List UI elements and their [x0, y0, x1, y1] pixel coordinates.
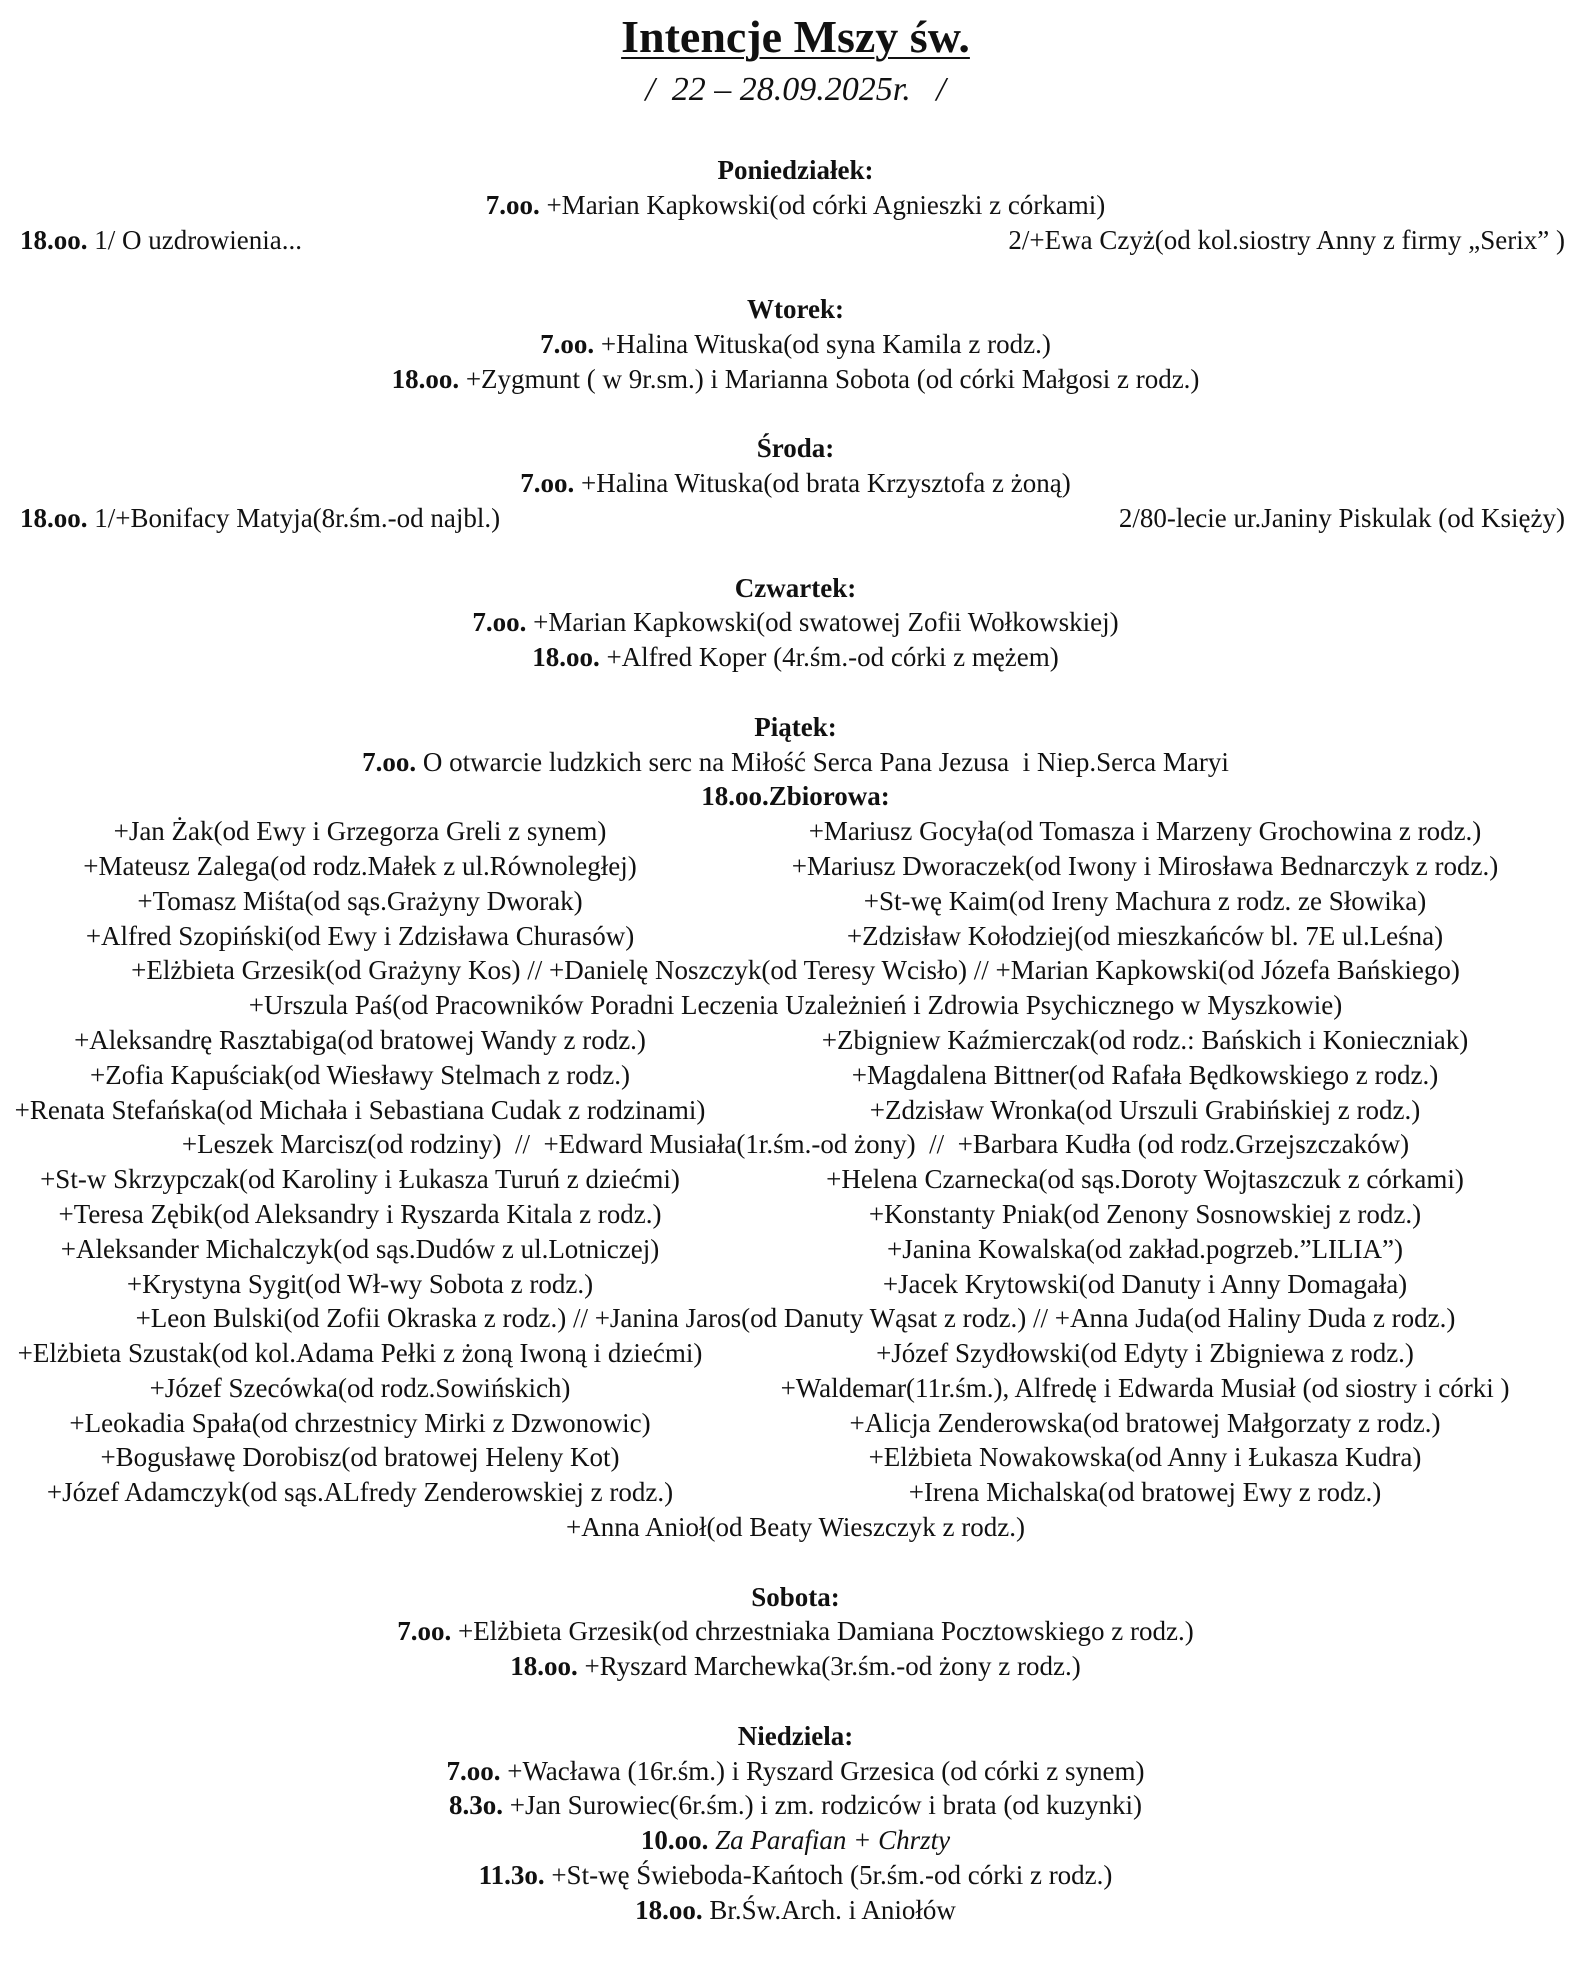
mass-time: 7.oo. — [520, 468, 575, 499]
intention-left — [0, 1023, 720, 1058]
intention-line — [0, 1754, 1591, 1789]
day-block-0 — [0, 153, 1591, 292]
day-heading: Wtorek: — [747, 294, 844, 325]
intention-line — [0, 1614, 1591, 1649]
page-title: Intencje Mszy św. — [621, 11, 970, 62]
date-range: / 22 – 28.09.2025r. / — [645, 71, 946, 108]
intention-line — [0, 1649, 1591, 1684]
blank-spacer — [0, 1684, 1591, 1719]
intention-left — [0, 884, 720, 919]
intention-text: +Teresa Zębik(od Aleksandry i Ryszarda Kitala z rodz.) — [58, 1198, 662, 1229]
intention-pair — [0, 1162, 1591, 1197]
intention-left — [0, 1162, 720, 1197]
intention-left — [0, 501, 720, 536]
mass-time: 7.oo. — [362, 746, 417, 777]
intention-text: +Alfred Szopiński(od Ewy i Zdzisława Churasów) — [85, 920, 635, 951]
day-block-5 — [0, 1580, 1591, 1719]
intention-right — [720, 1267, 1570, 1302]
day-block-4 — [0, 710, 1591, 1580]
intention-text: +Józef Adamczyk(od sąs.ALfredy Zenderowskiej z rodz.) — [46, 1477, 674, 1508]
day-block-3 — [0, 571, 1591, 710]
intention-text: +Mateusz Zalega(od rodz.Małek z ul.Równoległej) — [83, 850, 637, 881]
blank-spacer — [0, 257, 1591, 292]
intention-text: +Jan Żak(od Ewy i Grzegorza Greli z synem) — [113, 816, 607, 847]
intention-pair — [0, 1093, 1591, 1128]
intention-text: 1/ O uzdrowienia... — [87, 224, 302, 255]
day-heading: Środa: — [756, 433, 835, 464]
intention-text: +Marian Kapkowski(od córki Agnieszki z córkami) — [539, 189, 1106, 220]
intention-pair — [0, 1475, 1591, 1510]
intention-text: +St-wę Kaim(od Ireny Machura z rodz. ze Słowika) — [863, 885, 1427, 916]
intention-right — [720, 1440, 1570, 1475]
intention-text: +Elżbieta Nowakowska(od Anny i Łukasza Kudra) — [868, 1442, 1422, 1473]
intention-pair — [0, 1336, 1591, 1371]
intention-right — [720, 919, 1570, 954]
intention-text: +Halina Wituska(od brata Krzysztofa z żoną) — [574, 468, 1071, 499]
intention-right — [720, 1336, 1570, 1371]
intention-text: Br.Św.Arch. i Aniołów — [702, 1894, 956, 1925]
intention-text: +Aleksander Michalczyk(od sąs.Dudów z ul.Lotniczej) — [60, 1233, 660, 1264]
intention-pair — [0, 814, 1591, 849]
intention-text: +Bogusławę Dorobisz(od bratowej Heleny Kot) — [100, 1442, 620, 1473]
intention-line — [0, 1510, 1591, 1545]
intention-pair — [0, 1440, 1591, 1475]
mass-time: 11.3o. — [478, 1860, 545, 1891]
intention-pair — [0, 1232, 1591, 1267]
intention-right — [720, 1023, 1570, 1058]
intention-line — [0, 953, 1591, 988]
intention-text: +Leszek Marcisz(od rodziny) // +Edward Musiała(1r.śm.-od żony) // +Barbara Kudła (od rodz.Grzejszczaków) — [181, 1129, 1410, 1160]
intention-text: +Waldemar(11r.śm.), Alfredę i Edwarda Musiał (od siostry i córki ) — [780, 1372, 1510, 1403]
intention-text: +Leokadia Spała(od chrzestnicy Mirki z Dzwonowic) — [69, 1407, 651, 1438]
intention-line — [0, 1788, 1591, 1823]
intention-pair — [0, 1267, 1591, 1302]
intention-left — [0, 1093, 720, 1128]
intention-line — [0, 188, 1591, 223]
intention-text: +Jan Surowiec(6r.śm.) i zm. rodziców i brata (od kuzynki) — [502, 1790, 1143, 1821]
intention-right — [720, 814, 1570, 849]
intention-text: +Zygmunt ( w 9r.sm.) i Marianna Sobota (od córki Małgosi z rodz.) — [459, 363, 1200, 394]
mass-time: 8.3o. — [448, 1790, 503, 1821]
intention-text: +Leon Bulski(od Zofii Okraska z rodz.) // +Janina Jaros(od Danuty Wąsat z rodz.) // +Anna Juda(od Haliny Duda z rodz.) — [135, 1303, 1456, 1334]
intention-pair — [0, 919, 1591, 954]
mass-time: 18.oo. — [635, 1894, 703, 1925]
intention-right — [720, 1232, 1570, 1267]
intention-text: 2/80-lecie ur.Janiny Piskulak (od Księży) — [1118, 502, 1565, 533]
intention-text: +Elżbieta Szustak(od kol.Adama Pełki z żoną Iwoną i dziećmi) — [17, 1338, 703, 1369]
day-block-2 — [0, 431, 1591, 570]
intention-left — [0, 1440, 720, 1475]
mass-time: 7.oo. — [446, 1755, 501, 1786]
intention-text: +Jacek Krytowski(od Danuty i Anny Domagała) — [882, 1268, 1408, 1299]
intention-pair — [0, 884, 1591, 919]
mass-time: 18.oo. — [532, 642, 600, 673]
intention-left — [0, 1197, 720, 1232]
intention-text: +Mariusz Gocyła(od Tomasza i Marzeny Grochowina z rodz.) — [808, 816, 1482, 847]
intention-right — [720, 1406, 1570, 1441]
intention-right — [720, 1371, 1570, 1406]
intention-text: O otwarcie ludzkich serc na Miłość Serca Pana Jezusa i Niep.Serca Maryi — [416, 746, 1229, 777]
blank-spacer — [0, 675, 1591, 710]
intention-text: +Mariusz Dworaczek(od Iwony i Mirosława Bednarczyk z rodz.) — [791, 850, 1499, 881]
mass-time: 18.oo. — [20, 502, 88, 533]
mass-time: 7.oo. — [485, 189, 540, 220]
intention-pair — [0, 849, 1591, 884]
intention-left — [0, 1058, 720, 1093]
intention-text: +Urszula Paś(od Pracowników Poradni Leczenia Uzależnień i Zdrowia Psychicznego w Myszkowie) — [248, 990, 1343, 1021]
intention-line — [0, 1823, 1591, 1858]
intention-text: 2/+Ewa Czyż(od kol.siostry Anny z firmy „Serix” ) — [1008, 224, 1565, 255]
intention-right — [720, 1197, 1570, 1232]
intention-text: +Irena Michalska(od bratowej Ewy z rodz.) — [908, 1477, 1382, 1508]
intention-text: +Elżbieta Grzesik(od Grażyny Kos) // +Danielę Noszczyk(od Teresy Wcisło) // +Marian Kapkowski(od Józefa Bańskiego) — [131, 955, 1460, 986]
day-heading: Niedziela: — [737, 1720, 854, 1751]
intention-line — [0, 745, 1591, 780]
intention-right — [720, 884, 1570, 919]
intention-text: +Konstanty Pniak(od Zenony Sosnowskiej z rodz.) — [868, 1198, 1422, 1229]
day-heading: Poniedziałek: — [717, 155, 874, 185]
intention-text: +Zdzisław Kołodziej(od mieszkańców bl. 7E ul.Leśna) — [846, 920, 1444, 951]
intention-text: +Aleksandrę Rasztabiga(od bratowej Wandy z rodz.) — [74, 1024, 646, 1055]
intention-pair — [0, 1406, 1591, 1441]
intention-pair — [0, 1058, 1591, 1093]
intention-left — [0, 919, 720, 954]
intention-line — [0, 605, 1591, 640]
intention-line — [0, 1127, 1591, 1162]
intention-left — [0, 1232, 720, 1267]
intention-line — [0, 1301, 1591, 1336]
intention-text: +Zofia Kapuściak(od Wiesławy Stelmach z rodz.) — [90, 1059, 630, 1090]
intention-text: +Helena Czarnecka(od sąs.Doroty Wojtaszczuk z córkami) — [826, 1164, 1464, 1195]
mass-time: 10.oo. — [640, 1825, 709, 1856]
intention-text: +Ryszard Marchewka(3r.śm.-od żony z rodz.) — [577, 1651, 1081, 1682]
intention-left — [0, 1475, 720, 1510]
intention-text: +Magdalena Bittner(od Rafała Będkowskiego z rodz.) — [851, 1059, 1439, 1090]
intention-left — [0, 1371, 720, 1406]
intention-pair — [0, 501, 1591, 536]
blank-spacer — [0, 536, 1591, 571]
mass-time: 18.oo.Zbiorowa: — [701, 781, 890, 812]
mass-time: 7.oo. — [472, 607, 527, 638]
intention-right — [720, 1162, 1570, 1197]
intention-right — [720, 223, 1591, 258]
mass-time: 7.oo. — [540, 328, 595, 359]
intention-left — [0, 223, 720, 258]
intention-right — [720, 1058, 1570, 1093]
intention-text: +Marian Kapkowski(od swatowej Zofii Wołkowskiej) — [526, 607, 1119, 638]
day-heading: Piątek: — [754, 711, 837, 742]
intention-line — [0, 362, 1591, 397]
intention-text: +Janina Kowalska(od zakład.pogrzeb.”LILIA”) — [886, 1233, 1403, 1264]
intention-text: +Alfred Koper (4r.śm.-od córki z mężem) — [599, 642, 1059, 673]
day-block-1 — [0, 292, 1591, 431]
intention-text: +Alicja Zenderowska(od bratowej Małgorzaty z rodz.) — [849, 1407, 1441, 1438]
intention-text: +Tomasz Miśta(od sąs.Grażyny Dworak) — [137, 885, 583, 916]
intention-right — [720, 849, 1570, 884]
intention-text: +Krystyna Sygit(od Wł-wy Sobota z rodz.) — [126, 1268, 594, 1299]
intention-text: +Józef Szydłowski(od Edyty i Zbigniewa z rodz.) — [876, 1338, 1414, 1369]
intention-pair — [0, 1023, 1591, 1058]
intention-text: +Renata Stefańska(od Michała i Sebastiana Cudak z rodzinami) — [14, 1094, 706, 1125]
intention-text: +St-w Skrzypczak(od Karoliny i Łukasza Turuń z dziećmi) — [40, 1164, 680, 1195]
intentions-list — [0, 153, 1591, 1962]
intention-line — [0, 466, 1591, 501]
intention-text: +Elżbieta Grzesik(od chrzestniaka Damiana Pocztowskiego z rodz.) — [451, 1616, 1194, 1647]
intention-text: +Zbigniew Kaźmierczak(od rodz.: Bańskich i Konieczniak) — [821, 1024, 1469, 1055]
intention-left — [0, 1336, 720, 1371]
mass-time: 18.oo. — [20, 224, 88, 255]
mass-time: 7.oo. — [397, 1616, 452, 1647]
blank-spacer — [0, 397, 1591, 432]
intention-left — [0, 1406, 720, 1441]
intention-text: +St-wę Świeboda-Kańtoch (5r.śm.-od córki z rodz.) — [544, 1860, 1113, 1891]
blank-spacer — [0, 1545, 1591, 1580]
intention-pair — [0, 223, 1591, 258]
intention-left — [0, 1267, 720, 1302]
intention-text: +Anna Anioł(od Beaty Wieszczyk z rodz.) — [566, 1512, 1025, 1543]
blank-spacer — [0, 1928, 1591, 1963]
day-heading: Sobota: — [751, 1581, 840, 1612]
mass-time: 18.oo. — [510, 1651, 578, 1682]
intention-pair — [0, 1371, 1591, 1406]
intention-line — [0, 779, 1591, 814]
intention-text: +Halina Wituska(od syna Kamila z rodz.) — [594, 328, 1051, 359]
intention-left — [0, 849, 720, 884]
intention-line — [0, 1858, 1591, 1893]
intention-line — [0, 640, 1591, 675]
intention-text: 1/+Bonifacy Matyja(8r.śm.-od najbl.) — [87, 502, 501, 533]
day-block-6 — [0, 1719, 1591, 1963]
intention-text: Za Parafian + Chrzty — [708, 1825, 951, 1856]
intention-left — [0, 814, 720, 849]
intention-right — [720, 1093, 1570, 1128]
intention-line — [0, 988, 1591, 1023]
intention-line — [0, 327, 1591, 362]
intention-pair — [0, 1197, 1591, 1232]
intention-right — [720, 501, 1591, 536]
day-heading: Czwartek: — [734, 572, 857, 603]
intention-text: +Józef Szecówka(od rodz.Sowińskich) — [149, 1372, 571, 1403]
intention-text: +Zdzisław Wronka(od Urszuli Grabińskiej z rodz.) — [869, 1094, 1421, 1125]
mass-time: 18.oo. — [391, 363, 460, 394]
intention-text: +Wacława (16r.śm.) i Ryszard Grzesica (od córki z synem) — [500, 1755, 1145, 1786]
intention-right — [720, 1475, 1570, 1510]
intention-line — [0, 1893, 1591, 1928]
